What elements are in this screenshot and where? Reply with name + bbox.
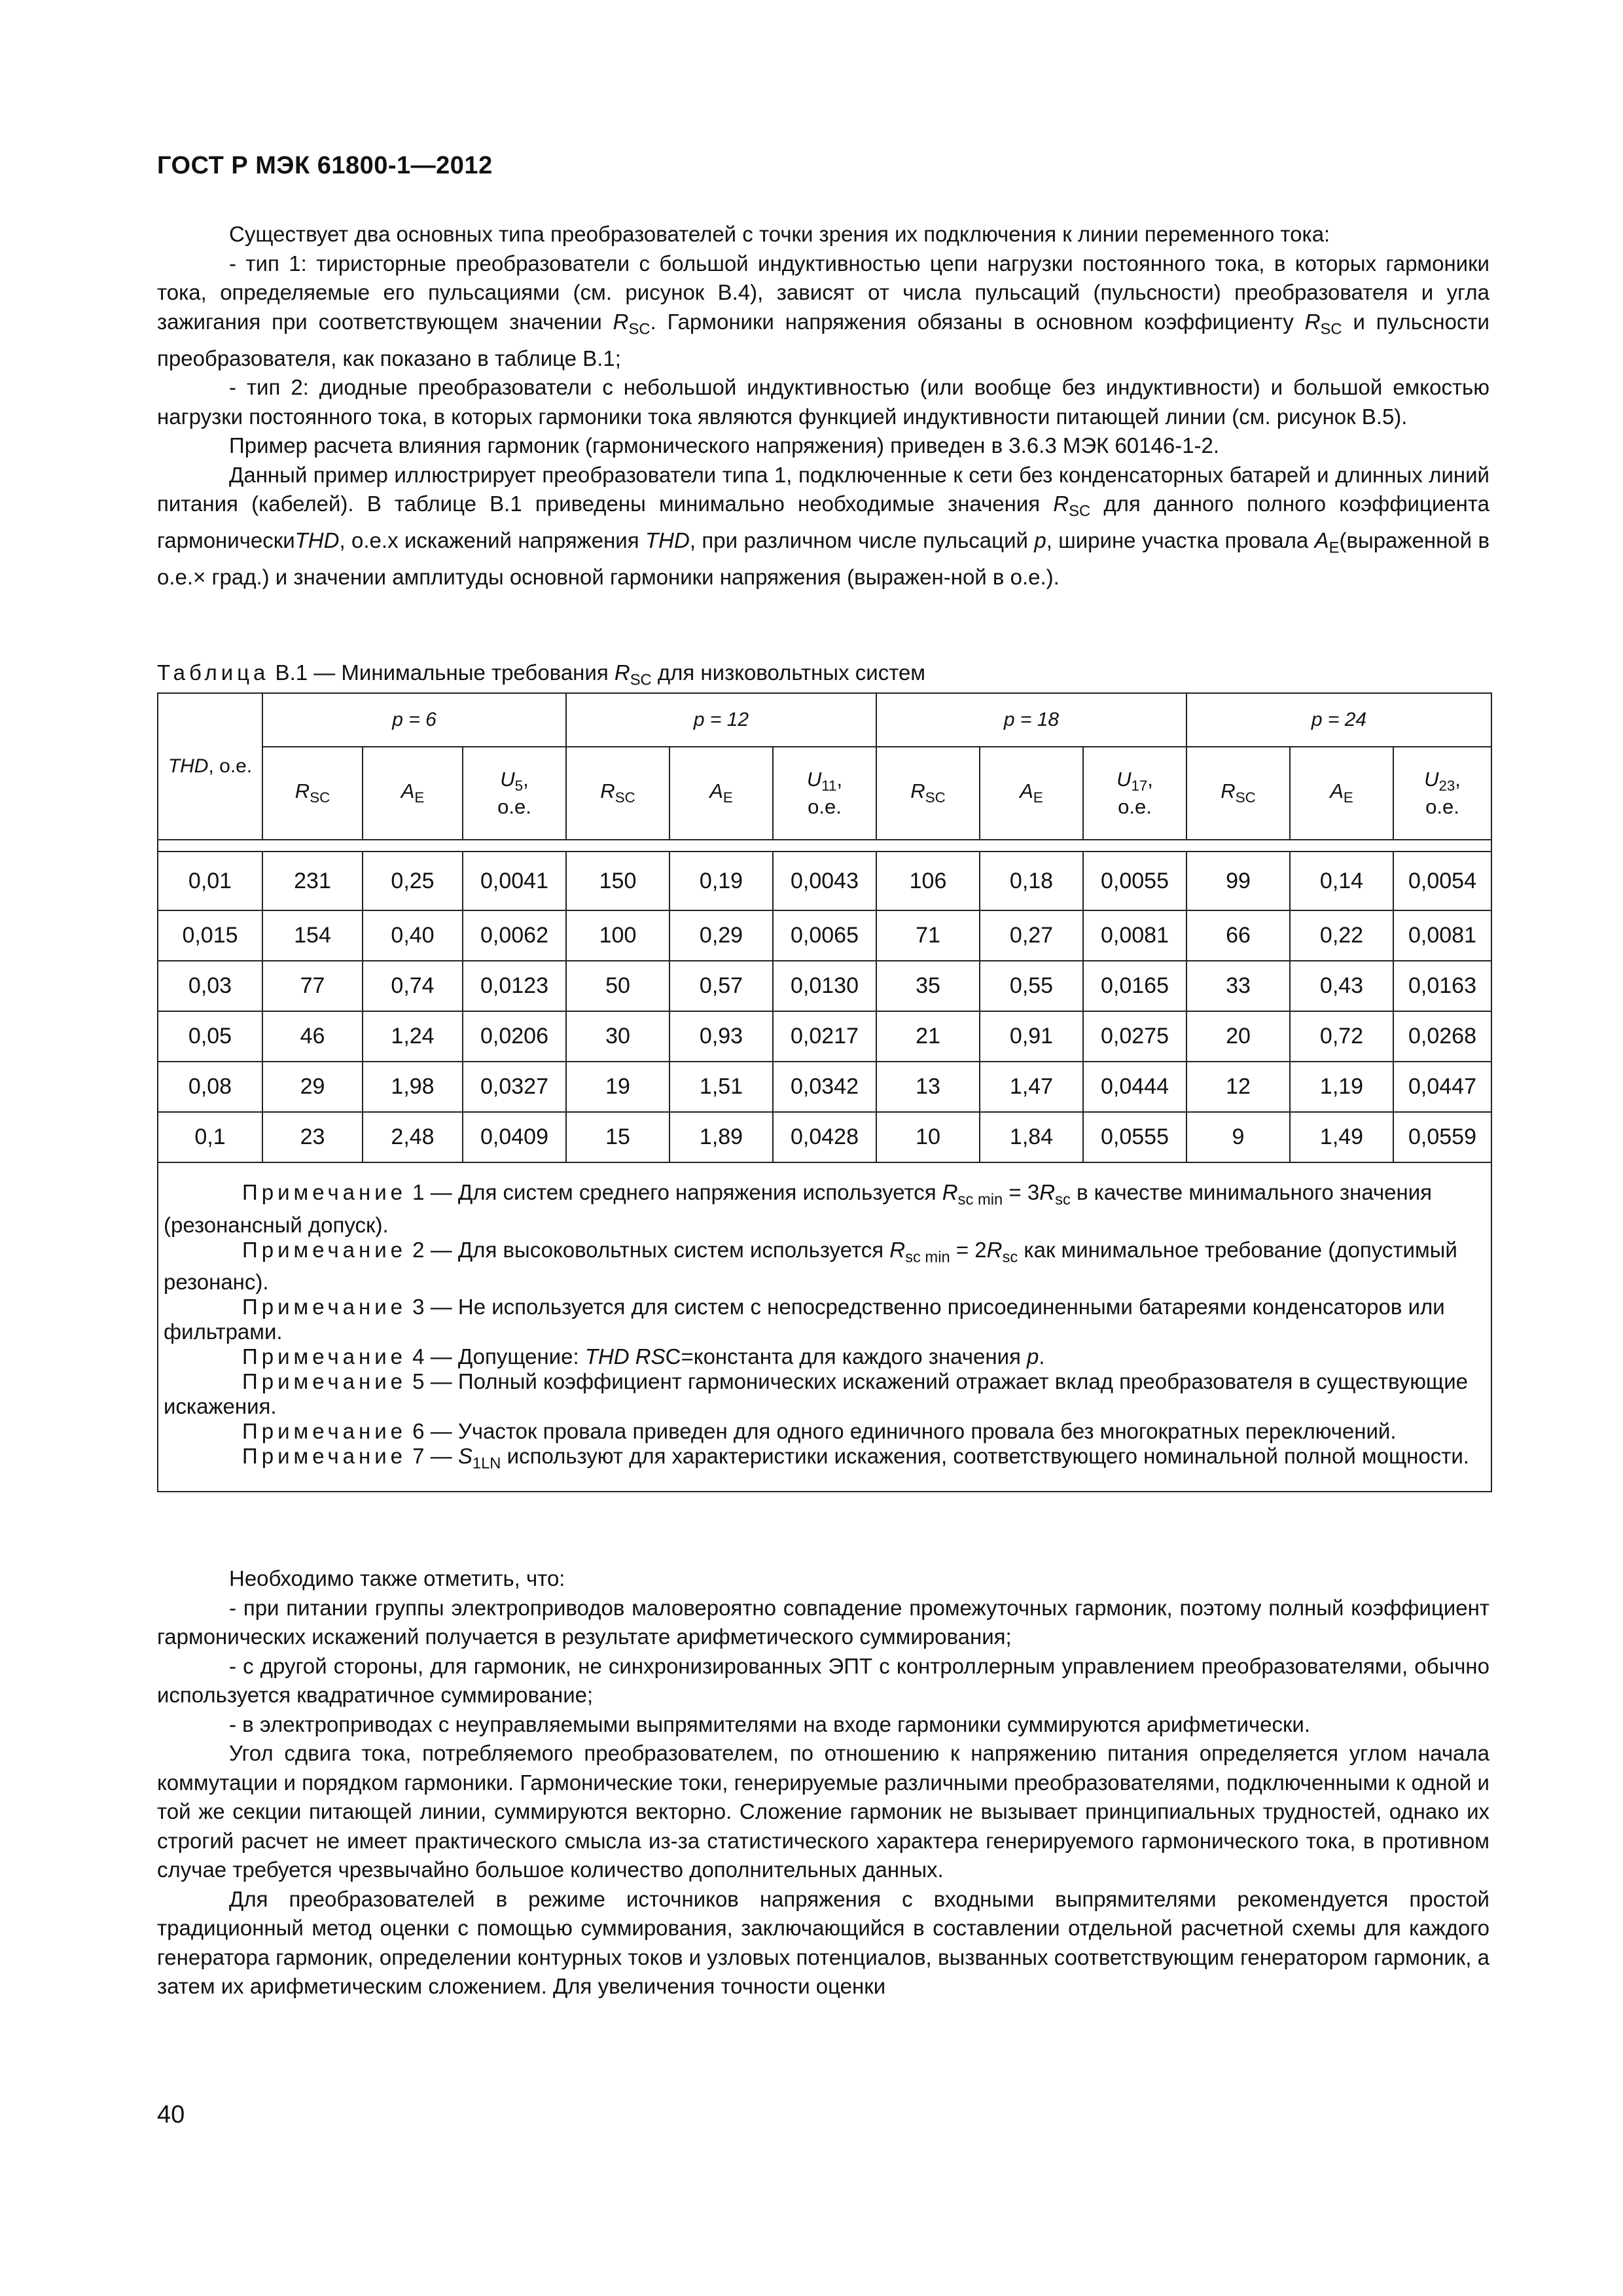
table-body bbox=[158, 840, 1491, 1162]
paragraph: - в электроприводах с неуправляемыми выпрямителями на входе гармоники суммируются арифметически. bbox=[229, 1712, 1310, 1736]
table-cell: 0,55 bbox=[980, 961, 1083, 1011]
table-cell: 33 bbox=[1186, 961, 1290, 1011]
table-cell: 10 bbox=[876, 1112, 980, 1162]
paragraph: Существует два основных типа преобразователей с точки зрения их подключения к линии переменного тока: bbox=[229, 222, 1330, 246]
table-cell: 0,0428 bbox=[773, 1112, 876, 1162]
harmonics-table bbox=[157, 692, 1492, 1492]
table-cell: 0,0062 bbox=[463, 910, 566, 961]
table-cell: 99 bbox=[1186, 852, 1290, 910]
table-caption: Таблица В.1 — Минимальные требования $R_{SC}$ для низковольтных систем bbox=[157, 660, 925, 689]
table-cell: 0,0163 bbox=[1393, 961, 1491, 1011]
col-header-rsc: $R_{SC}$ bbox=[1186, 747, 1290, 840]
document-header: ГОСТ Р МЭК 61800-1—2012 bbox=[157, 152, 493, 179]
table-cell: 1,19 bbox=[1290, 1062, 1393, 1112]
table-cell: 35 bbox=[876, 961, 980, 1011]
table-cell: 2,48 bbox=[363, 1112, 463, 1162]
table-cell: 0,0206 bbox=[463, 1011, 566, 1062]
paragraph: Для преобразователей в режиме источников напряжения с входными выпрямителями рекомендуется простой традиционный метод оценки с помощью суммирования, заключающийся в составлении отдельной расчетной схемы для каждого генератора гармоник, определении контурных токов и узловых потенциалов, вызванных соответствующим генератором гармоник, а затем их арифметическим сложением. Для увеличения точности оценки bbox=[157, 1886, 1489, 1998]
note-5: Примечание 5 — Полный коэффициент гармонических искажений отражает вклад преобразователя в существующие искажения. bbox=[164, 1369, 1468, 1419]
table-cell: 0,27 bbox=[980, 910, 1083, 961]
col-header-u17: $U_{17}$, о.е. bbox=[1083, 747, 1186, 840]
col-header-rsc: $R_{SC}$ bbox=[262, 747, 363, 840]
table-cell: 0,0268 bbox=[1393, 1011, 1491, 1062]
table-cell: 0,0130 bbox=[773, 961, 876, 1011]
table-cell: 100 bbox=[566, 910, 669, 961]
table-cell: 0,0444 bbox=[1083, 1062, 1186, 1112]
note-7: Примечание 7 — $S_{1LN}$ используют для характеристики искажения, соответствующего номинальной полной мощности. bbox=[242, 1444, 1469, 1473]
table-notes bbox=[158, 1162, 1491, 1492]
table-cell: 0,0043 bbox=[773, 852, 876, 910]
table-cell: 12 bbox=[1186, 1062, 1290, 1112]
col-header-ae: $A_E$ bbox=[669, 747, 773, 840]
table-cell: 46 bbox=[262, 1011, 363, 1062]
col-header-u23: $U_{23}$, о.е. bbox=[1393, 747, 1491, 840]
thd-cell: 0,01 bbox=[158, 852, 262, 910]
col-header-rsc: $R_{SC}$ bbox=[566, 747, 669, 840]
table-cell: 9 bbox=[1186, 1112, 1290, 1162]
thd-cell: 0,03 bbox=[158, 961, 262, 1011]
table-cell: 0,0054 bbox=[1393, 852, 1491, 910]
table-cell: 0,93 bbox=[669, 1011, 773, 1062]
thd-cell: 0,08 bbox=[158, 1062, 262, 1112]
table-cell: 0,0081 bbox=[1083, 910, 1186, 961]
table-cell: 0,18 bbox=[980, 852, 1083, 910]
note-1: Примечание 1 — Для систем среднего напряжения используется $R_{sc min} = 3R_{sc}$ в качестве минимального значения (резонансный допуск). bbox=[164, 1180, 1433, 1237]
table-cell: 0,19 bbox=[669, 852, 773, 910]
table-cell: 0,43 bbox=[1290, 961, 1393, 1011]
table-cell: 21 bbox=[876, 1011, 980, 1062]
table-cell: 1,49 bbox=[1290, 1112, 1393, 1162]
table-row bbox=[158, 852, 1491, 910]
page-number: 40 bbox=[157, 2101, 185, 2128]
table-cell: 0,0041 bbox=[463, 852, 566, 910]
note-6: Примечание 6 — Участок провала приведен для одного единичного провала без многократных переключений. bbox=[242, 1419, 1397, 1444]
table-cell: 0,0327 bbox=[463, 1062, 566, 1112]
paragraph-example: Данный пример иллюстрирует преобразователи типа 1, подключенные к сети без конденсаторных батарей и длинных линий питания (кабелей). В таблице В.1 приведены минимально необходимые значения $R_{SC}$ для данного полного коэффициента гармоническиTHD, о.е.х искажений напряжения THD, при различном числе пульсаций p, ширине участка провала $A_E(выраженной$ в о.е.× град.) и значении амплитуды основной гармоники напряжения (выражен-ной в о.е.). bbox=[157, 462, 1490, 590]
col-header-rsc: $R_{SC}$ bbox=[876, 747, 980, 840]
table-cell: 0,0217 bbox=[773, 1011, 876, 1062]
thd-cell: 0,05 bbox=[158, 1011, 262, 1062]
table-cell: 71 bbox=[876, 910, 980, 961]
table-cell: 1,51 bbox=[669, 1062, 773, 1112]
note-3: Примечание 3 — Не используется для систем с непосредственно присоединенными батареями конденсаторов или фильтрами. bbox=[164, 1295, 1445, 1344]
table-cell: 15 bbox=[566, 1112, 669, 1162]
group-header-p18: p = 18 bbox=[876, 693, 1186, 747]
table-cell: 154 bbox=[262, 910, 363, 961]
group-header-p6: p = 6 bbox=[262, 693, 566, 747]
table-cell: 0,0559 bbox=[1393, 1112, 1491, 1162]
table-cell: 1,98 bbox=[363, 1062, 463, 1112]
table-cell: 150 bbox=[566, 852, 669, 910]
table-cell: 29 bbox=[262, 1062, 363, 1112]
paragraph: - с другой стороны, для гармоник, не синхронизированных ЭПТ с контроллерным управлением преобразователями, обычно используется квадратичное суммирование; bbox=[157, 1653, 1489, 1707]
table-cell: 0,0555 bbox=[1083, 1112, 1186, 1162]
table-cell: 0,0081 bbox=[1393, 910, 1491, 961]
table-cell: 0,0055 bbox=[1083, 852, 1186, 910]
table-cell: 0,0275 bbox=[1083, 1011, 1186, 1062]
table-cell: 13 bbox=[876, 1062, 980, 1112]
table-cell: 0,0123 bbox=[463, 961, 566, 1011]
paragraph-type1: - тип 1: тиристорные преобразователи с большой индуктивностью цепи нагрузки постоянного тока, в которых гармоники тока, определяемые его пульсациями (см. рисунок В.4), зависят от числа пульсаций (пульсности) преобразователя и угла зажигания при соответствующем значении $R_{SC}$. Гармоники напряжения обязаны в основном коэффициенту $R_{SC}$ и пульсности преобразователя, как показано в таблице В.1; bbox=[157, 251, 1489, 370]
table-cell: 0,72 bbox=[1290, 1011, 1393, 1062]
table-cell: 0,0165 bbox=[1083, 961, 1186, 1011]
table-row bbox=[158, 1112, 1491, 1162]
table-cell: 0,14 bbox=[1290, 852, 1393, 910]
table-cell: 0,91 bbox=[980, 1011, 1083, 1062]
table-cell: 0,22 bbox=[1290, 910, 1393, 961]
table-row bbox=[158, 1011, 1491, 1062]
paragraph: - при питании группы электроприводов маловероятно совпадение промежуточных гармоник, поэтому полный коэффициент гармонических искажений получается в результате арифметического суммирования; bbox=[157, 1595, 1489, 1649]
paragraph: Необходимо также отметить, что: bbox=[229, 1566, 565, 1590]
table-cell: 0,57 bbox=[669, 961, 773, 1011]
col-header-ae: $A_E$ bbox=[1290, 747, 1393, 840]
body-text-top bbox=[157, 220, 1489, 592]
table-cell: 1,84 bbox=[980, 1112, 1083, 1162]
col-header-ae: $A_E$ bbox=[980, 747, 1083, 840]
table-spacer bbox=[158, 840, 1491, 852]
paragraph: Пример расчета влияния гармоник (гармонического напряжения) приведен в 3.6.3 МЭК 60146-1-2. bbox=[229, 433, 1220, 458]
table-b1 bbox=[157, 692, 1489, 1492]
note-2: Примечание 2 — Для высоковольтных систем используется $R_{sc min} = 2R_{sc}$ как минимальное требование (допустимый резонанс). bbox=[164, 1237, 1457, 1295]
table-cell: 77 bbox=[262, 961, 363, 1011]
table-cell: 1,89 bbox=[669, 1112, 773, 1162]
table-cell: 0,29 bbox=[669, 910, 773, 961]
note-4: Примечание 4 — Допущение: THD RSC=константа для каждого значения p. bbox=[242, 1344, 1045, 1369]
group-header-p24: p = 24 bbox=[1186, 693, 1491, 747]
col-header-u11: $U_{11}$, о.е. bbox=[773, 747, 876, 840]
table-row bbox=[158, 910, 1491, 961]
table-cell: 0,0065 bbox=[773, 910, 876, 961]
thd-cell: 0,015 bbox=[158, 910, 262, 961]
table-cell: 106 bbox=[876, 852, 980, 910]
table-cell: 0,25 bbox=[363, 852, 463, 910]
table-cell: 0,74 bbox=[363, 961, 463, 1011]
table-cell: 30 bbox=[566, 1011, 669, 1062]
table-cell: 0,0447 bbox=[1393, 1062, 1491, 1112]
col-header-ae: $A_E$ bbox=[363, 747, 463, 840]
table-cell: 20 bbox=[1186, 1011, 1290, 1062]
table-cell: 0,40 bbox=[363, 910, 463, 961]
table-row bbox=[158, 1062, 1491, 1112]
col-header-u5: $U_5$, о.е. bbox=[463, 747, 566, 840]
table-cell: 0,0409 bbox=[463, 1112, 566, 1162]
table-row bbox=[158, 961, 1491, 1011]
table-cell: 1,24 bbox=[363, 1011, 463, 1062]
table-cell: 0,0342 bbox=[773, 1062, 876, 1112]
body-text-bottom bbox=[157, 1564, 1489, 2001]
table-cell: 50 bbox=[566, 961, 669, 1011]
paragraph: Угол сдвига тока, потребляемого преобразователем, по отношению к напряжению питания определяется углом начала коммутации и порядком гармоники. Гармонические токи, генерируемые различными преобразователями, подключенными к одной и той же секции питающей линии, суммируются векторно. Сложение гармоник не вызывает принципиальных трудностей, однако их строгий расчет не имеет практического смысла из-за статистического характера генерируемого гармонического тока, в противном случае требуется чрезвычайно большое количество дополнительных данных. bbox=[157, 1741, 1489, 1882]
table-cell: 23 bbox=[262, 1112, 363, 1162]
group-header-p12: p = 12 bbox=[566, 693, 876, 747]
table-cell: 1,47 bbox=[980, 1062, 1083, 1112]
thd-header: THD, о.е. bbox=[158, 693, 262, 840]
table-cell: 19 bbox=[566, 1062, 669, 1112]
table-cell: 231 bbox=[262, 852, 363, 910]
thd-cell: 0,1 bbox=[158, 1112, 262, 1162]
paragraph-type2: - тип 2: диодные преобразователи с небольшой индуктивностью (или вообще без индуктивности) и большой емкостью нагрузки постоянного тока, в которых гармоники тока являются функцией индуктивности питающей линии (см. рисунок В.5). bbox=[157, 375, 1489, 429]
table-cell: 66 bbox=[1186, 910, 1290, 961]
